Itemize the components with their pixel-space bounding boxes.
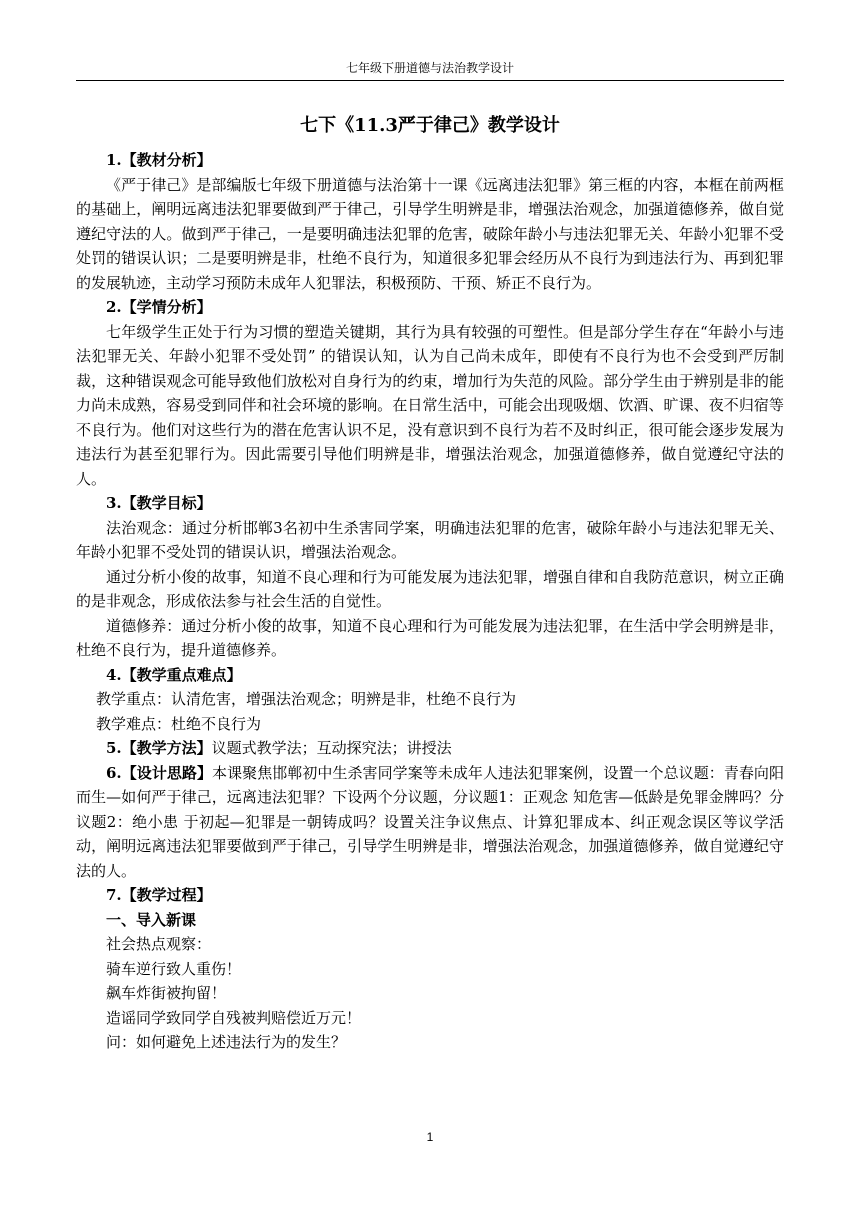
teaching-methods-text: 议题式教学法；互动探究法；讲授法 [211,739,452,757]
subheading-lesson-intro: 一、导入新课 [106,910,197,929]
section-heading-teaching-process: 7.【教学过程】 [106,886,212,904]
key-point: 教学重点：认清危害，增强法治观念；明辨是非，杜绝不良行为 [96,690,517,708]
difficult-point: 教学难点：杜绝不良行为 [96,714,262,733]
textbook-analysis-paragraph: 《严于律己》是部编版七年级下册道德与法治第十一课《远离违法犯罪》第三框的内容，本框在前两框的基础上，阐明远离违法犯罪要做到严于律己，引导学生明辨是非，增强法治观念，加强道德修养，做自觉遵纪守法的人。做到严于律己，一是要明确违法犯罪的危害，破除年龄小与违法犯罪无关、年龄小犯罪不受处罚的错误认识；二是要明辨是非，杜绝不良行为，知道很多犯罪会经历从不良行为到违法行为、再到犯罪的发展轨迹，主动学习预防未成年人犯罪法，积极预防、干预、矫正不良行为。 [76,175,784,292]
section-heading-teaching-objectives: 3.【教学目标】 [106,494,212,512]
intro-line: 飙车炸街被拘留！ [106,984,227,1002]
document-body [76,112,784,1055]
intro-line: 社会热点观察： [106,935,212,953]
objective-rule-of-law: 法治观念：通过分析邯郸3名初中生杀害同学案，明确违法犯罪的危害，破除年龄小与违法犯罪无关、年龄小犯罪不受处罚的错误认识，增强法治观念。 [76,518,784,561]
page-number: 1 [426,1130,434,1144]
page-header: 七年级下册道德与法治教学设计 [76,56,784,81]
section-heading-key-difficult-points: 4.【教学重点难点】 [106,665,242,684]
section-heading-textbook-analysis: 1.【教材分析】 [106,151,212,169]
teaching-methods-heading: 5.【教学方法】 [106,739,212,757]
intro-line: 问：如何避免上述违法行为的发生？ [106,1033,347,1051]
objective-self-discipline: 通过分析小俊的故事，知道不良心理和行为可能发展为违法犯罪，增强自律和自我防范意识，树立正确的是非观念，形成依法参与社会生活的自觉性。 [76,567,784,610]
objective-moral-cultivation: 道德修养：通过分析小俊的故事，知道不良心理和行为可能发展为违法犯罪，在生活中学会明辨是非，杜绝不良行为，提升道德修养。 [76,616,784,659]
section-heading-student-analysis: 2.【学情分析】 [106,298,212,316]
document-title: 七下《11.3严于律己》教学设计 [300,115,560,136]
design-ideas-heading: 6.【设计思路】 [106,763,213,782]
intro-line: 骑车逆行致人重伤！ [106,959,242,978]
section-design-ideas [76,761,784,884]
intro-line: 造谣同学致同学自残被判赔偿近万元！ [106,1008,362,1027]
design-ideas-text: 本课聚焦邯郸初中生杀害同学案等未成年人违法犯罪案例，设置一个总议题：青春向阳而生—如何严于律己，远离违法犯罪？下设两个分议题，分议题1：正观念 知危害—低龄是免罪金牌吗？分议题2：绝小患 于初起—犯罪是一朝铸成吗？设置关注争议焦点、计算犯罪成本、纠正观念误区等议学活动，阐明远离违法犯罪要做到严于律己，引导学生明辨是非，增强法治观念，加强道德修养，做自觉遵纪守法的人。 [76,763,784,880]
section-teaching-methods [76,736,784,761]
student-analysis-paragraph: 七年级学生正处于行为习惯的塑造关键期，其行为具有较强的可塑性。但是部分学生存在“年龄小与违法犯罪无关、年龄小犯罪不受处罚” 的错误认知，认为自己尚未成年，即使有不良行为也不会受到严厉制裁，这种错误观念可能导致他们放松对自身行为的约束，增加行为失范的风险。部分学生由于辨别是非的能力尚未成熟，容易受到同伴和社会环境的影响。在日常生活中，可能会出现吸烟、饮酒、旷课、夜不归宿等不良行为。他们对这些行为的潜在危害认识不足，没有意识到不良行为若不及时纠正，很可能会逐步发展为违法行为甚至犯罪行为。因此需要引导他们明辨是非，增强法治观念，加强道德修养，做自觉遵纪守法的人。 [76,322,784,488]
